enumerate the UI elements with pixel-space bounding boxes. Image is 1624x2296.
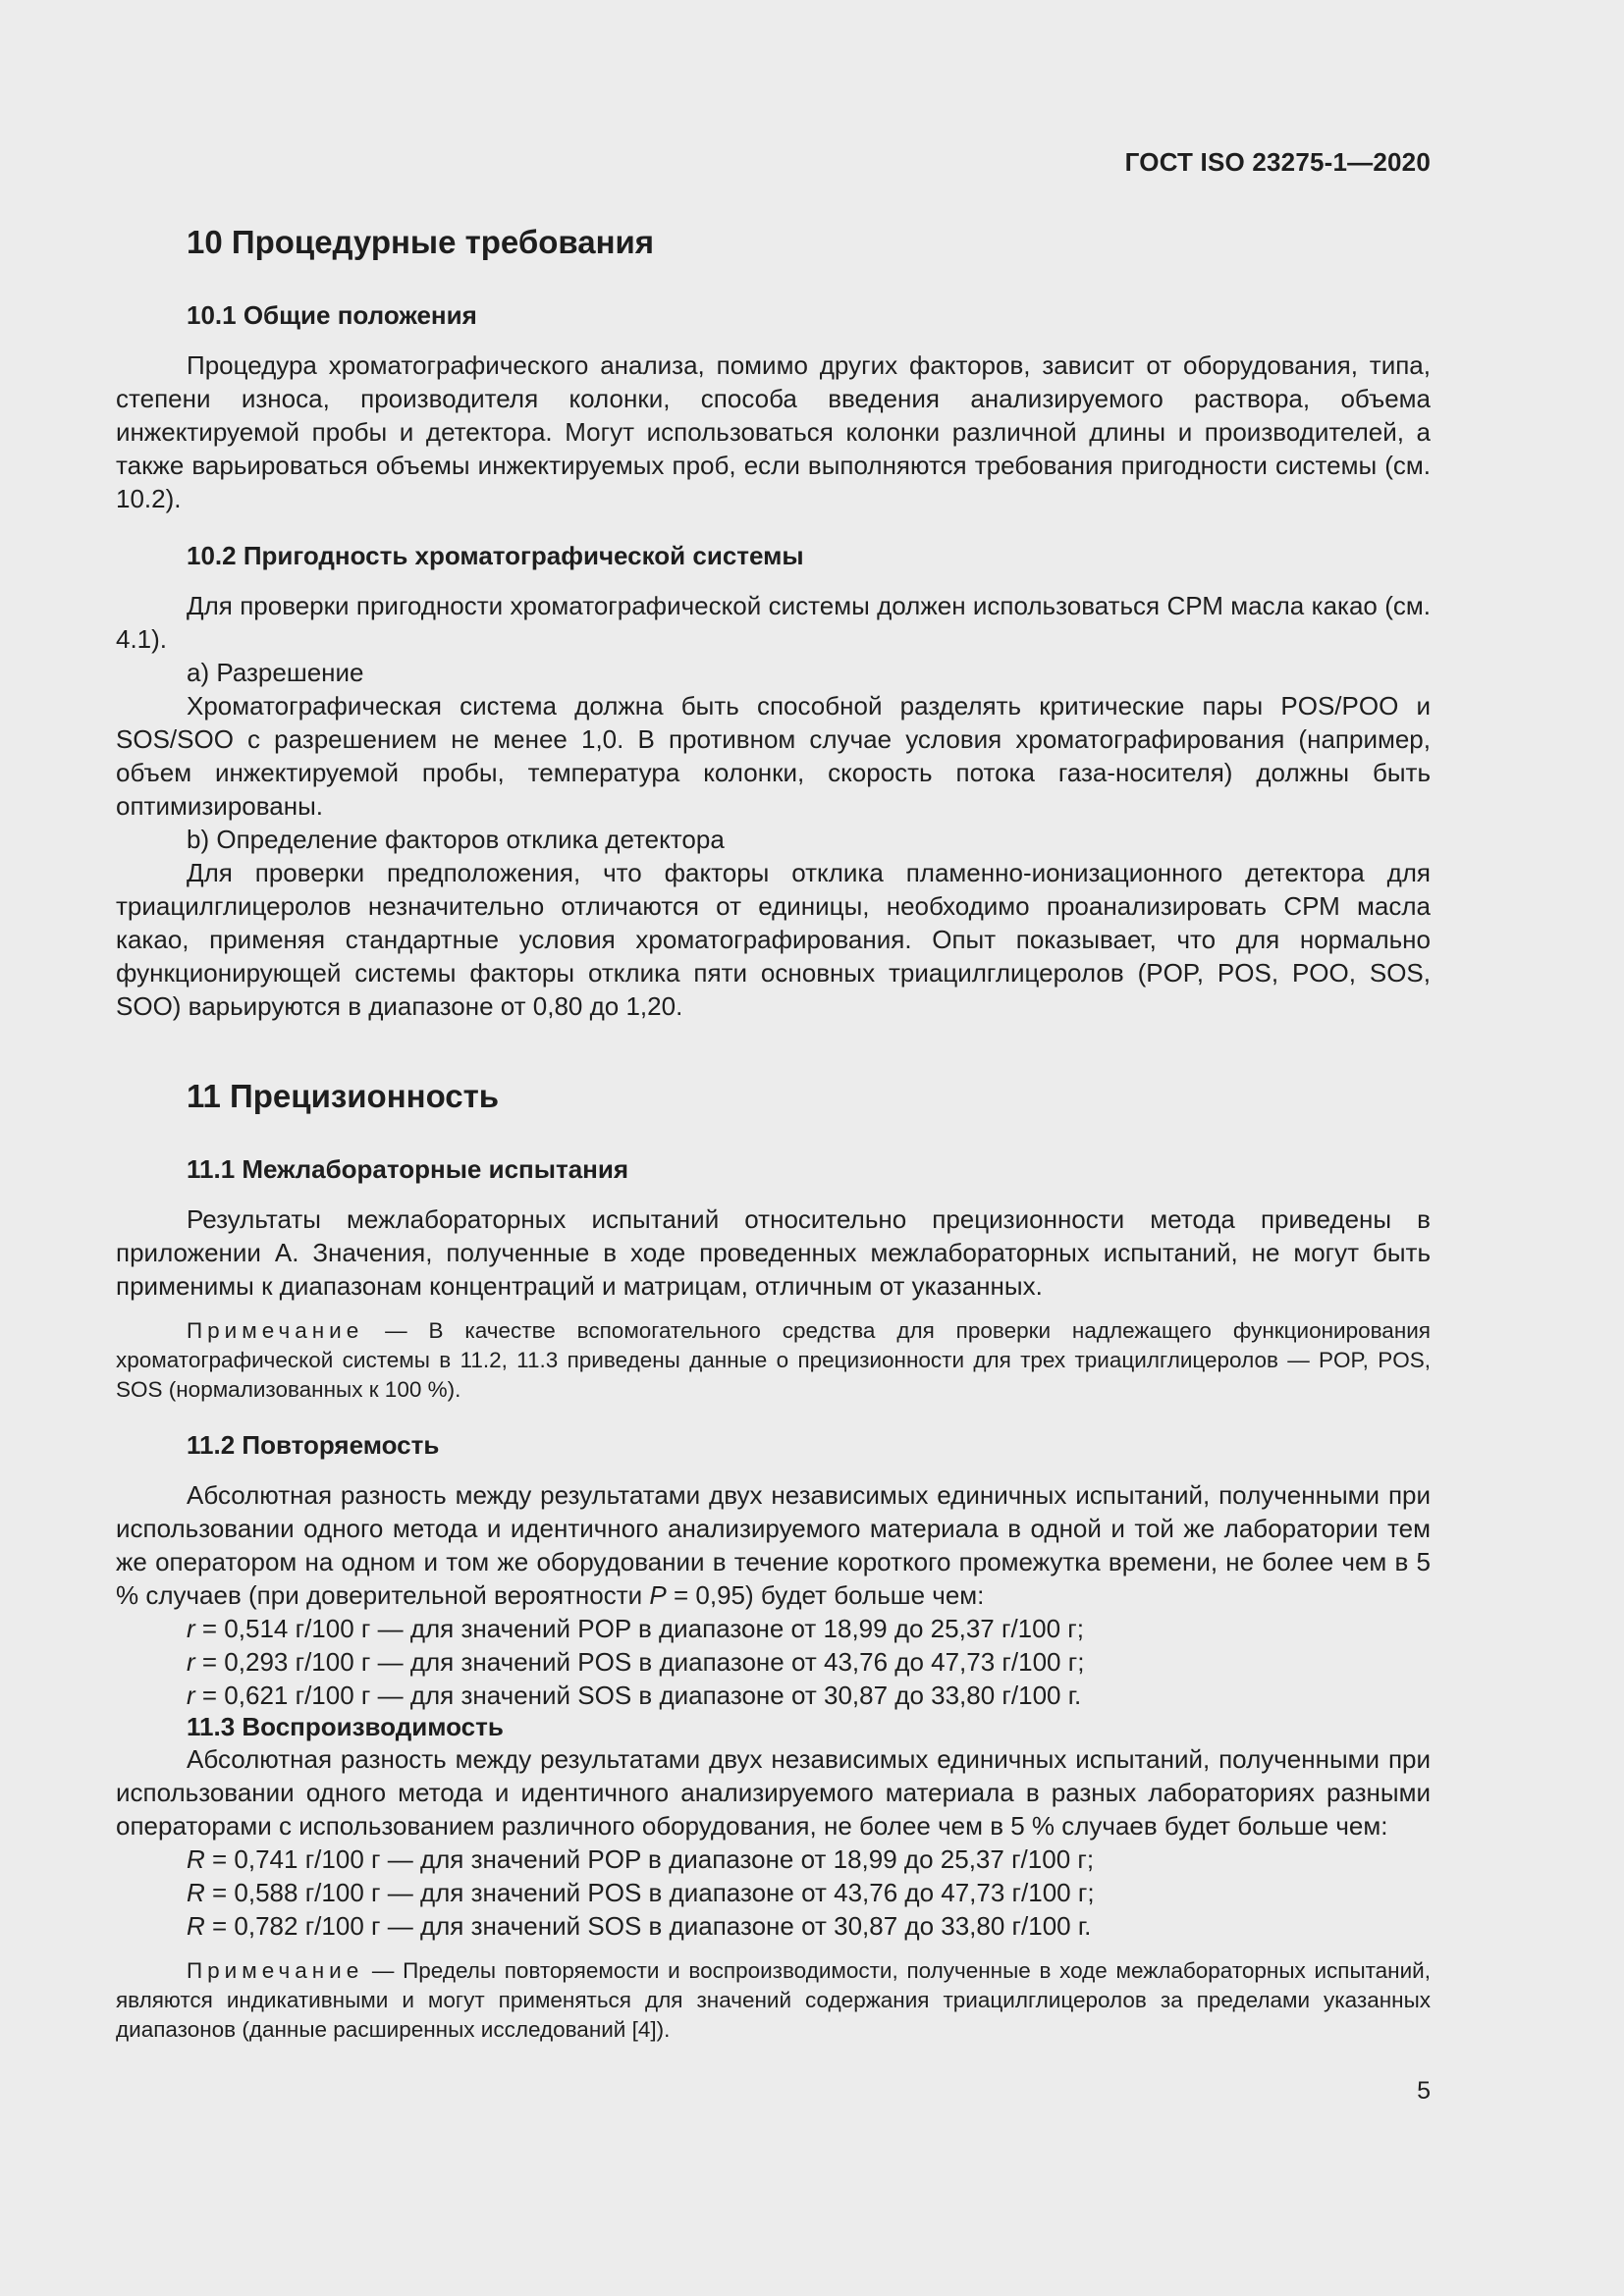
repeatability-sos: r = 0,621 г/100 г — для значений SOS в диапазоне от 30,87 до 33,80 г/100 г. [187,1681,1082,1710]
section-10-1-paragraph: Процедура хроматографического анализа, помимо других факторов, зависит от оборудования, типа, степени износа, производителя колонки, способа введения анализируемого раствора, объема инжектируемой пробы и детектора. Могут использоваться колонки различной длины и производителей, а также варьироваться объемы инжектируемых проб, если выполняются требования пригодности системы (см. 10.2). [116,350,1431,513]
note-label: Примечание [187,1958,364,1983]
section-11-2-paragraph: Абсолютная разность между результатами двух независимых единичных испытаний, полученными при использовании одного метода и идентичного анализируемого материала в одной и той же лаборатории тем же оператором на одном и том же оборудовании в течение короткого промежутка времени, не более чем в 5 % случаев (при доверительной вероятности P = 0,95) будет больше чем: [116,1480,1431,1610]
repeatability-pop: r = 0,514 г/100 г — для значений POP в диапазоне от 18,99 до 25,37 г/100 г; [187,1614,1084,1643]
section-11-3-note [116,1956,1431,2045]
section-10-2-title: 10.2 Пригодность хроматографической системы [187,541,804,570]
section-11-2-title: 11.2 Повторяемость [187,1430,440,1460]
note-label: Примечание [187,1318,364,1343]
section-11-1-paragraph: Результаты межлабораторных испытаний относительно прецизионности метода приведены в приложении А. Значения, полученные в ходе проведенных межлабораторных испытаний, не могут быть применимы к диапазонам концентраций и матрицам, отличным от указанных. [116,1204,1431,1301]
section-10-2-paragraph: Для проверки пригодности хроматографической системы должен использоваться СРМ масла какао (см. 4.1). [116,591,1431,654]
page-number: 5 [1417,2077,1431,2105]
section-10-title: 10 Процедурные требования [187,224,655,260]
section-11-1-title: 11.1 Межлабораторные испытания [187,1154,629,1184]
section-11-title: 11 Прецизионность [187,1078,500,1114]
item-b-heading: b) Определение факторов отклика детектора [187,825,725,854]
item-a-paragraph: Хроматографическая система должна быть способной разделять критические пары POS/POO и SOS/SOO с разрешением не менее 1,0. В противном случае условия хроматографирования (например, объем инжектируемой пробы, температура колонки, скорость потока газа-носителя) должны быть оптимизированы. [116,691,1431,821]
page-content [116,218,1431,2045]
note-text: — Пределы повторяемости и воспроизводимости, полученные в ходе межлабораторных испытаний, являются индикативными и могут применяться для значений содержания триацилглицеролов за пределами указанных диапазонов (данные расширенных исследований [4]). [116,1958,1431,2042]
item-b-paragraph: Для проверки предположения, что факторы отклика пламенно-ионизационного детектора для триацилглицеролов незначительно отличаются от единицы, необходимо проанализировать СРМ масла какао, применяя стандартные условия хроматографирования. Опыт показывает, что для нормально функционирующей системы факторы отклика пяти основных триацилглицеролов (POP, POS, POO, SOS, SOO) варьируются в диапазоне от 0,80 до 1,20. [116,858,1431,1021]
section-11-1-note [116,1316,1431,1405]
section-11-3-paragraph: Абсолютная разность между результатами двух независимых единичных испытаний, полученными при использовании одного метода и идентичного анализируемого материала в разных лабораториях разными операторами с использованием различного оборудования, не более чем в 5 % случаев будет больше чем: [116,1744,1431,1841]
reproducibility-pop: R = 0,741 г/100 г — для значений POP в диапазоне от 18,99 до 25,37 г/100 г; [187,1844,1095,1874]
section-11-3-title: 11.3 Воспроизводимость [187,1712,504,1741]
reproducibility-pos: R = 0,588 г/100 г — для значений POS в диапазоне от 43,76 до 47,73 г/100 г; [187,1878,1095,1907]
document-code: ГОСТ ISO 23275-1—2020 [1124,147,1431,177]
probability-symbol: P [649,1580,667,1610]
note-text: — В качестве вспомогательного средства для проверки надлежащего функционирования хроматографической системы в 11.2, 11.3 приведены данные о прецизионности для трех триацилглицеролов — POP, POS, SOS (нормализованных к 100 %). [116,1318,1431,1402]
repeatability-pos: r = 0,293 г/100 г — для значений POS в диапазоне от 43,76 до 47,73 г/100 г; [187,1647,1085,1677]
section-10-1-title: 10.1 Общие положения [187,300,477,330]
reproducibility-sos: R = 0,782 г/100 г — для значений SOS в диапазоне от 30,87 до 33,80 г/100 г. [187,1911,1092,1941]
item-a-heading: a) Разрешение [187,658,364,687]
